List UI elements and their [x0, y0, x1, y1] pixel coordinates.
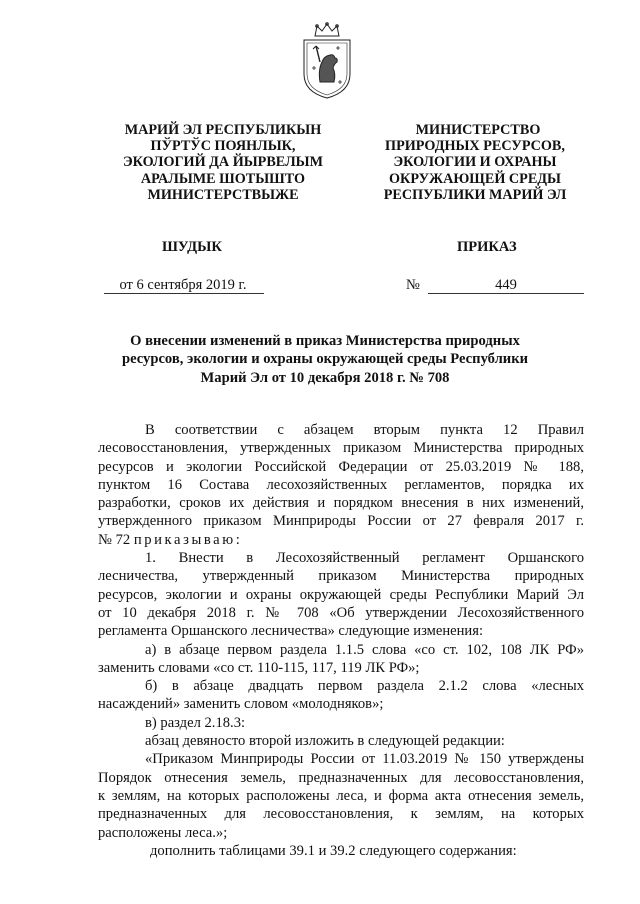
body-line: от 10 декабря 2018 г. № 708 «Об утверждении Лесохозяйственного [98, 604, 584, 621]
header-right-line: МИНИСТЕРСТВО [415, 122, 541, 138]
body-line: утвержденного приказом Минприроды России от 27 февраля 2017 г. [98, 513, 584, 530]
body-line: предназначенных для лесовосстановления, к землям, на которых [98, 806, 584, 823]
title-line: ресурсов, экологии и охраны окружающей среды Республики [121, 351, 529, 368]
header-left-line: ПЎРТЎС ПОЯНЛЫК, [150, 138, 296, 155]
header-right-line: ОКРУЖАЮЩЕЙ СРЕДЫ [389, 170, 561, 187]
header-right-block [362, 122, 588, 203]
order-number-ref: № 72 [98, 531, 131, 548]
body-line: регламента Оршанского лесничества» следующие изменения: [98, 623, 484, 640]
number-underline [428, 293, 584, 294]
body-line: 1. Внести в Лесохозяйственный регламент Оршанского [145, 550, 584, 567]
body-line: дополнить таблицами 39.1 и 39.2 следующего содержания: [150, 842, 517, 859]
body-line: ресурсов и экологии Российской Федерации от 25.03.2019 № 188, [98, 458, 584, 475]
header-right-line: ПРИРОДНЫХ РЕСУРСОВ, [385, 138, 565, 155]
title-line: Марий Эл от 10 декабря 2018 г. № 708 [200, 369, 450, 386]
number-sign: № [406, 277, 420, 293]
header-left-line: ЭКОЛОГИЙ ДА ЙЫРВЕЛЫМ [123, 154, 323, 171]
body-line: б) в абзаце двадцать первом раздела 2.1.2 слова «лесных [145, 678, 584, 695]
body-line: а) в абзаце первом раздела 1.1.5 слова «со ст. 102, 108 ЛК РФ» [145, 641, 584, 658]
body-line: «Приказом Минприроды России от 11.03.2019 № 150 утверждены [145, 751, 584, 768]
body-line: лесовосстановления, утвержденных приказом Министерства природных [98, 440, 584, 457]
document-date: от 6 сентября 2019 г. [119, 277, 247, 293]
body-line: расположены леса.»; [98, 824, 228, 841]
body-line: ресурсов, экологии и охраны окружающей среды Республики Марий Эл [98, 586, 584, 603]
document-number: 449 [495, 277, 517, 293]
header-right-line: РЕСПУБЛИКИ МАРИЙ ЭЛ [383, 186, 567, 203]
doc-type-right: ПРИКАЗ [457, 239, 517, 255]
body-line: насаждений» заменить словом «молодняков»; [98, 696, 384, 713]
header-right-line: ЭКОЛОГИИ И ОХРАНЫ [393, 154, 557, 171]
body-line: разработки, сроков их действия и порядком внесения в них изменений, [98, 495, 584, 512]
date-underline [104, 293, 264, 294]
header-left-block [98, 122, 348, 203]
body-line: лесничества, утвержденный приказом Министерства природных [98, 568, 584, 585]
body-line: пунктом 16 Состава лесохозяйственных регламентов, порядка их [98, 476, 584, 493]
title-line: О внесении изменений в приказ Министерства природных [130, 333, 520, 349]
header-left-line: АРАЛЫМЕ ШОТЫШТО [140, 170, 306, 187]
document-body [98, 421, 584, 860]
header-left-line: МИНИСТЕРСТВЫЖЕ [147, 186, 299, 203]
body-line: к землям, на которых расположены леса, и форма акта отнесения земель, [98, 787, 584, 804]
body-line [98, 531, 584, 549]
header-left-line: МАРИЙ ЭЛ РЕСПУБЛИКЫН [124, 122, 322, 138]
doc-type-left: ШУДЫК [162, 239, 222, 255]
body-line: заменить словами «со ст. 110-115, 117, 119 ЛК РФ»; [98, 659, 420, 676]
body-line: Порядок отнесения земель, предназначенных для лесовосстановления, [98, 769, 584, 786]
body-line: в) раздел 2.18.3: [145, 714, 246, 731]
coat-of-arms-icon [300, 22, 354, 100]
order-verb: приказываю: [133, 531, 243, 548]
body-line: абзац девяносто второй изложить в следующей редакции: [145, 733, 505, 750]
body-line: В соответствии с абзацем вторым пункта 12 Правил [145, 422, 584, 438]
document-title [100, 332, 550, 387]
